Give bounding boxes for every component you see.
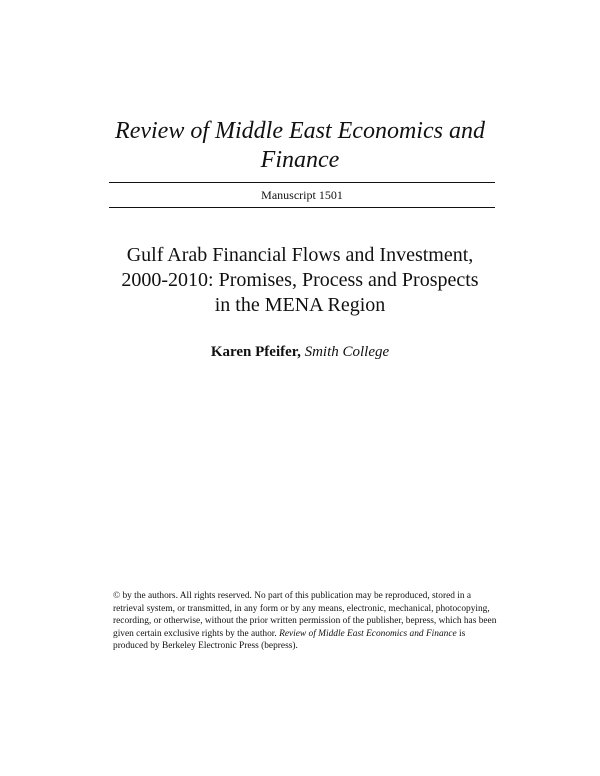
paper-title-line-1: Gulf Arab Financial Flows and Investment, — [126, 244, 474, 266]
author-name: Karen Pfeifer, — [210, 344, 301, 360]
paper-title-line-3: in the MENA Region — [214, 294, 386, 316]
journal-title-line-1: Review of Middle East Economics and — [115, 118, 485, 144]
copyright-text-part-1: © by the authors. All rights reserved. No part of this publication may be reproduced, stored in a retrieval system, or transmitted, in any form or by any means, electronic, mechanical, photocopying, recording, or otherwise, without the prior written permission of the publisher, bepress, which has been given certain exclusive rights by the author. — [113, 591, 497, 639]
journal-title-line-2: Finance — [260, 147, 340, 173]
bottom-rule-divider — [109, 207, 495, 208]
journal-title — [100, 117, 500, 175]
paper-title — [80, 243, 520, 318]
top-rule-divider — [109, 182, 495, 183]
copyright-notice — [113, 590, 497, 653]
copyright-journal-name: Review of Middle East Economics and Finance — [279, 628, 457, 639]
author-byline — [100, 343, 500, 361]
author-affiliation: Smith College — [304, 344, 390, 360]
paper-title-line-2: 2000-2010: Promises, Process and Prospects — [121, 269, 479, 291]
copyright-text-part-2: is produced by Berkeley Electronic Press (bepress). — [113, 628, 466, 652]
manuscript-number: Manuscript 1501 — [261, 188, 343, 202]
